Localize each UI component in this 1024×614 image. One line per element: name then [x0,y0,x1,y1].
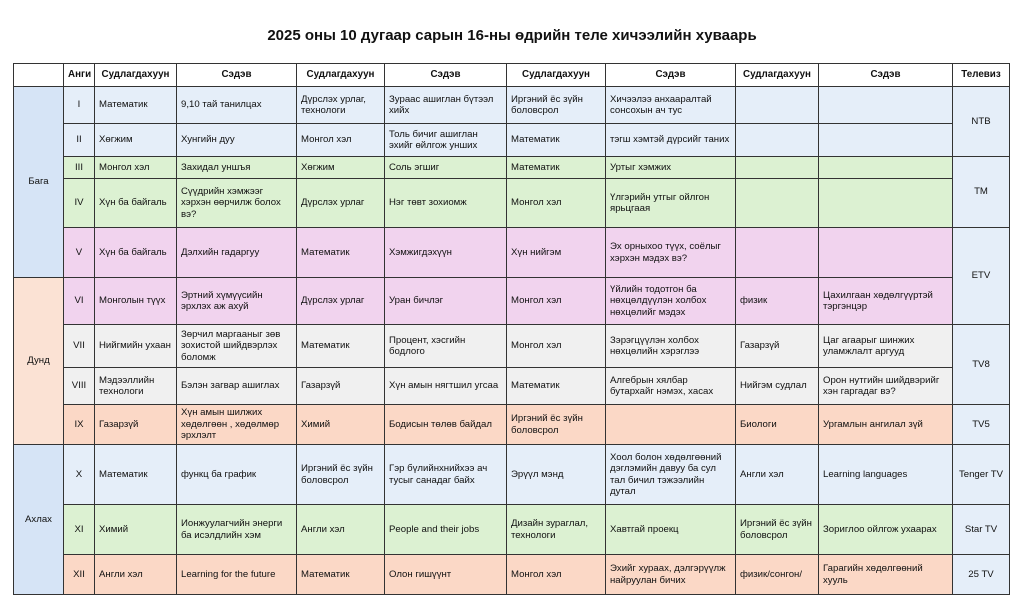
topic-cell: Гэр бүлийнхнийхээ ач тусыг санадаг байх [385,445,507,505]
topic-cell [819,228,953,278]
table-row [14,228,1010,278]
topic-cell: Олон гишүүнт [385,555,507,595]
subject-cell: Математик [297,555,385,595]
subject-cell: Математик [95,87,177,124]
topic-cell: Learning languages [819,445,953,505]
topic-cell: Learning for the future [177,555,297,595]
subject-cell: Дүрслэх урлаг [297,278,385,325]
topic-cell: Бэлэн загвар ашиглах [177,368,297,405]
subject-cell [736,228,819,278]
subject-cell: Монголын түүх [95,278,177,325]
subject-cell: Иргэний ёс зүйн боловсрол [297,445,385,505]
topic-cell: Соль эгшиг [385,157,507,179]
topic-cell: Уртыг хэмжих [606,157,736,179]
subject-cell [736,179,819,228]
subject-cell: Дизайн зураглал, технологи [507,505,606,555]
table-row [14,368,1010,405]
topic-cell: 9,10 тай танилцах [177,87,297,124]
subject-cell [736,124,819,157]
topic-cell [819,87,953,124]
topic-cell [819,157,953,179]
topic-cell: Дэлхийн гадаргуу [177,228,297,278]
table-row [14,157,1010,179]
header-topic-2: Сэдэв [385,64,507,87]
topic-cell: Ургамлын ангилал зүй [819,405,953,445]
subject-cell: Монгол хэл [507,325,606,368]
topic-cell: Эртний хүмүүсийн эрхлэх аж ахуй [177,278,297,325]
topic-cell: Нэг төвт зохиомж [385,179,507,228]
topic-cell: Хоол болон хөдөлгөөний дэглэмийн давуу ба сул тал бичил тэжээлийн дутал [606,445,736,505]
grade-cell: X [64,445,95,505]
subject-cell: Нийгэм судлал [736,368,819,405]
topic-cell: Зөрчил маргааныг зөв зохистой шийдвэрлэх боломж [177,325,297,368]
topic-cell: Хүн амын шилжих хөдөлгөөн , хөдөлмөр эрхлэлт [177,405,297,445]
topic-cell: Цаг агаарыг шинжих уламжлалт аргууд [819,325,953,368]
topic-cell: функц ба график [177,445,297,505]
table-row [14,87,1010,124]
subject-cell: Монгол хэл [95,157,177,179]
subject-cell: Англи хэл [736,445,819,505]
topic-cell: Процент, хэсгийн бодлого [385,325,507,368]
subject-cell: Химий [297,405,385,445]
subject-cell [736,87,819,124]
topic-cell: Ионжуулагчийн энерги ба исэлдлийн хэм [177,505,297,555]
schedule-table [13,63,1010,595]
topic-cell: People and their jobs [385,505,507,555]
subject-cell: Газарзүй [736,325,819,368]
topic-cell: Цахилгаан хөдөлгүүртэй тэргэнцэр [819,278,953,325]
grade-cell: XI [64,505,95,555]
subject-cell: Хүн ба байгаль [95,179,177,228]
grade-cell: I [64,87,95,124]
table-row [14,405,1010,445]
grade-cell: VII [64,325,95,368]
grade-cell: IV [64,179,95,228]
topic-cell: Үйлийн тодотгон ба нөхцөлдүүлэн холбох нөхцөлийг мэдэх [606,278,736,325]
grade-cell: II [64,124,95,157]
subject-cell: Хүн ба байгаль [95,228,177,278]
subject-cell: Дүрслэх урлаг, технологи [297,87,385,124]
subject-cell: Хөгжим [297,157,385,179]
subject-cell: Газарзүй [297,368,385,405]
header-topic-1: Сэдэв [177,64,297,87]
table-row [14,505,1010,555]
header-subject-1: Судлагдахуун [95,64,177,87]
subject-cell: Химий [95,505,177,555]
table-row [14,124,1010,157]
grade-cell: VI [64,278,95,325]
subject-cell: Англи хэл [297,505,385,555]
subject-cell: Монгол хэл [507,278,606,325]
topic-cell: Бодисын төлөв байдал [385,405,507,445]
topic-cell: Үлгэрийн утгыг ойлгон ярьцгаая [606,179,736,228]
topic-cell: Уран бичлэг [385,278,507,325]
topic-cell: Эхийг хураах, дэлгэрүүлж найруулан бичих [606,555,736,595]
topic-cell [819,124,953,157]
table-row [14,445,1010,505]
subject-cell: Англи хэл [95,555,177,595]
header-subject-3: Судлагдахуун [507,64,606,87]
tv-channel: TV5 [953,405,1010,445]
grade-cell: III [64,157,95,179]
subject-cell: Монгол хэл [507,179,606,228]
header-subject-2: Судлагдахуун [297,64,385,87]
grade-cell: V [64,228,95,278]
tv-channel: 25 TV [953,555,1010,595]
level-ahlah: Ахлах [14,445,64,595]
grade-cell: VIII [64,368,95,405]
tv-channel: ETV [953,228,1010,325]
header-topic-3: Сэдэв [606,64,736,87]
topic-cell: Гарагийн хөдөлгөөний хууль [819,555,953,595]
level-baga: Бага [14,87,64,278]
subject-cell: Математик [95,445,177,505]
topic-cell: Эх орныхоо түүх, соёлыг хэрхэн мэдэх вэ? [606,228,736,278]
subject-cell: Газарзүй [95,405,177,445]
subject-cell: физик/сонгон/ [736,555,819,595]
header-row [14,64,1010,87]
subject-cell: Иргэний ёс зүйн боловсрол [507,87,606,124]
topic-cell: Хунгийн дуу [177,124,297,157]
subject-cell: Нийгмийн ухаан [95,325,177,368]
subject-cell: Монгол хэл [297,124,385,157]
topic-cell: Захидал уншъя [177,157,297,179]
subject-cell [736,157,819,179]
table-row [14,278,1010,325]
tv-channel: Tenger TV [953,445,1010,505]
header-grade: Анги [64,64,95,87]
subject-cell: Биологи [736,405,819,445]
header-tv: Телевиз [953,64,1010,87]
subject-cell: Монгол хэл [507,555,606,595]
tv-channel: TM [953,157,1010,228]
table-row [14,179,1010,228]
topic-cell: Орон нутгийн шийдвэрийг хэн гаргадаг вэ? [819,368,953,405]
table-row [14,555,1010,595]
level-dund: Дунд [14,278,64,445]
topic-cell: Хичээлээ анхааралтай сонсохын ач тус [606,87,736,124]
header-subject-4: Судлагдахуун [736,64,819,87]
header-topic-4: Сэдэв [819,64,953,87]
subject-cell: Мэдээллийн технологи [95,368,177,405]
subject-cell: Математик [507,124,606,157]
grade-cell: XII [64,555,95,595]
topic-cell: Хавтгай проекц [606,505,736,555]
topic-cell: Зориглоо ойлгож ухаарах [819,505,953,555]
tv-channel: NTB [953,87,1010,157]
subject-cell: Иргэний ёс зүйн боловсрол [736,505,819,555]
tv-channel: TV8 [953,325,1010,405]
header-level [14,64,64,87]
subject-cell: Хүн нийгэм [507,228,606,278]
topic-cell [606,405,736,445]
topic-cell: Зураас ашиглан бүтээл хийх [385,87,507,124]
subject-cell: физик [736,278,819,325]
table-row [14,325,1010,368]
topic-cell: Зэрэгцүүлэн холбох нөхцөлийн хэрэглээ [606,325,736,368]
topic-cell [819,179,953,228]
topic-cell: Толь бичиг ашиглан эхийг өйлгож унших [385,124,507,157]
subject-cell: Математик [507,157,606,179]
tv-channel: Star TV [953,505,1010,555]
topic-cell: тэгш хэмтэй дүрсийг таних [606,124,736,157]
subject-cell: Математик [507,368,606,405]
subject-cell: Дүрслэх урлаг [297,179,385,228]
subject-cell: Эрүүл мэнд [507,445,606,505]
topic-cell: Алгебрын хялбар бутархайг нэмэх, хасах [606,368,736,405]
subject-cell: Хөгжим [95,124,177,157]
grade-cell: IX [64,405,95,445]
topic-cell: Хэмжигдэхүүн [385,228,507,278]
subject-cell: Математик [297,228,385,278]
page-title: 2025 оны 10 дугаар сарын 16-ны өдрийн теле хичээлийн хуваарь [267,27,757,44]
subject-cell: Иргэний ёс зүйн боловсрол [507,405,606,445]
topic-cell: Хүн амын нягтшил угсаа [385,368,507,405]
topic-cell: Сүүдрийн хэмжээг хэрхэн өөрчилж болох вэ? [177,179,297,228]
subject-cell: Математик [297,325,385,368]
